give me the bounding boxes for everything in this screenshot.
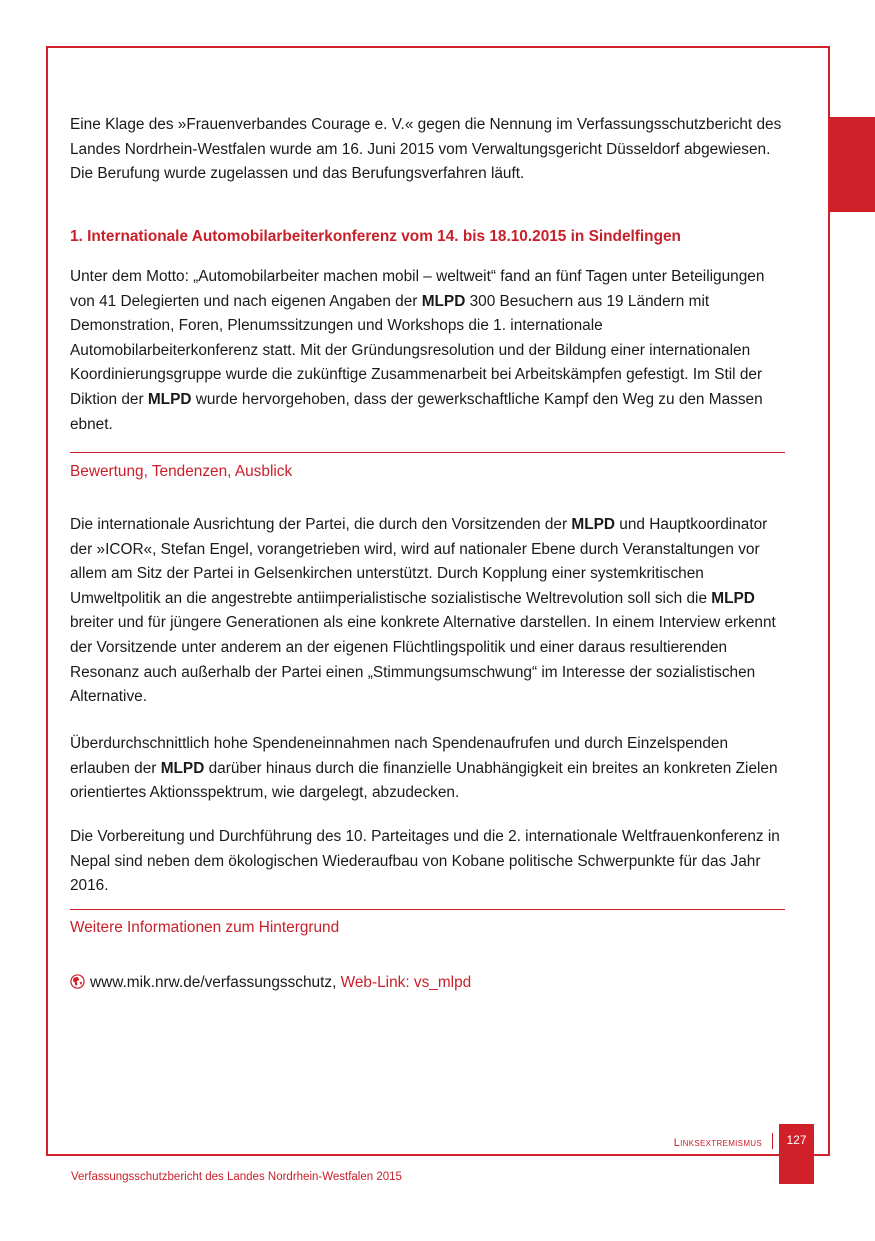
globe-icon xyxy=(70,974,85,989)
chapter-side-tab xyxy=(829,117,875,212)
publication-footer: Verfassungsschutzbericht des Landes Nordrhein-Westfalen 2015 xyxy=(71,1171,402,1183)
section-label-weitere: Weitere Informationen zum Hintergrund xyxy=(70,919,340,936)
page-number: 127 xyxy=(786,1133,807,1147)
divider xyxy=(70,452,785,453)
schwerpunkte-paragraph: Die Vorbereitung und Durchführung des 10. Parteitages und die 2. internationale Weltfrauenkonferenz in Nepal sind neben dem ökologischen Wiederaufbau von Kobane politische Schwerpunkte für das Jahr 2016. xyxy=(70,828,780,895)
chapter-separator xyxy=(772,1133,773,1149)
section-label-bewertung: Bewertung, Tendenzen, Ausblick xyxy=(70,463,293,480)
bewertung-paragraph: Die internationale Ausrichtung der Partei, die durch den Vorsitzenden der MLPD und Hauptkoordinator der »ICOR«, Stefan Engel, vorangetrieben wird, wird auf nationaler Ebene durch Veranstaltungen vor allem am Sitz der Partei in Gelsenkirchen unterstützt. Durch Kopplung einer systemkritischen Umweltpolitik an die angestrebte antiimperialistische sozialistische Weltrevolution soll sich die MLPD breiter und für jüngere Generationen als eine konkrete Alternative darstellen. In einem Interview erkennt der Vorsitzende unter anderem an der eigenen Flüchtlingspolitik und einer daraus resultierenden Resonanz auch außerhalb der Partei einen „Stimmungsumschwung“ im Interesse der sozialistischen Alternative. xyxy=(70,516,776,706)
web-url-link[interactable]: www.mik.nrw.de/verfassungsschutz, xyxy=(90,974,337,991)
intro-paragraph: Eine Klage des »Frauenverbandes Courage e. V.« gegen die Nennung im Verfassungsschutzbericht des Landes Nordrhein-Westfalen wurde am 16. Juni 2015 vom Verwaltungsgericht Düsseldorf abgewiesen. Die Berufung wurde zugelassen und das Berufungsverfahren läuft. xyxy=(70,116,782,183)
chapter-label: Linksextremismus xyxy=(673,1137,762,1149)
spenden-paragraph: Überdurchschnittlich hohe Spendeneinnahmen nach Spendenaufrufen und durch Einzelspenden erlauben der MLPD darüber hinaus durch die finanzielle Unabhängigkeit ein breites an konkreten Zielen orientiertes Aktionsspektrum, wie dargelegt, abzudecken. xyxy=(70,735,778,802)
mlpd-bold: MLPD xyxy=(571,516,615,533)
mlpd-bold: MLPD xyxy=(147,390,192,408)
web-reference xyxy=(70,971,471,996)
mlpd-bold: MLPD xyxy=(711,589,755,607)
mlpd-bold: MLPD xyxy=(160,759,205,777)
mlpd-bold: MLPD xyxy=(421,292,466,310)
web-link-vs-mlpd[interactable]: Web-Link: vs_mlpd xyxy=(340,974,472,991)
section-heading: 1. Internationale Automobilarbeiterkonferenz vom 14. bis 18.10.2015 in Sindelfingen xyxy=(70,228,681,245)
konferenz-paragraph: Unter dem Motto: „Automobilarbeiter machen mobil – weltweit“ fand an fünf Tagen unter Beteiligungen von 41 Delegierten und nach eigenen Angaben der MLPD 300 Besuchern aus 19 Ländern mit Demonstration, Foren, Plenumssitzungen und Workshops die 1. internationale Automobilarbeiterkonferenz statt. Mit der Gründungsresolution und der Bildung einer internationalen Koordinierungsgruppe wurde die zukünftige Zusammenarbeit bei Arbeitskämpfen gefestigt. Im Stil der Diktion der MLPD wurde hervorgehoben, dass der gewerkschaftliche Kampf den Weg zu den Massen ebnet. xyxy=(70,268,765,433)
divider xyxy=(70,909,785,910)
